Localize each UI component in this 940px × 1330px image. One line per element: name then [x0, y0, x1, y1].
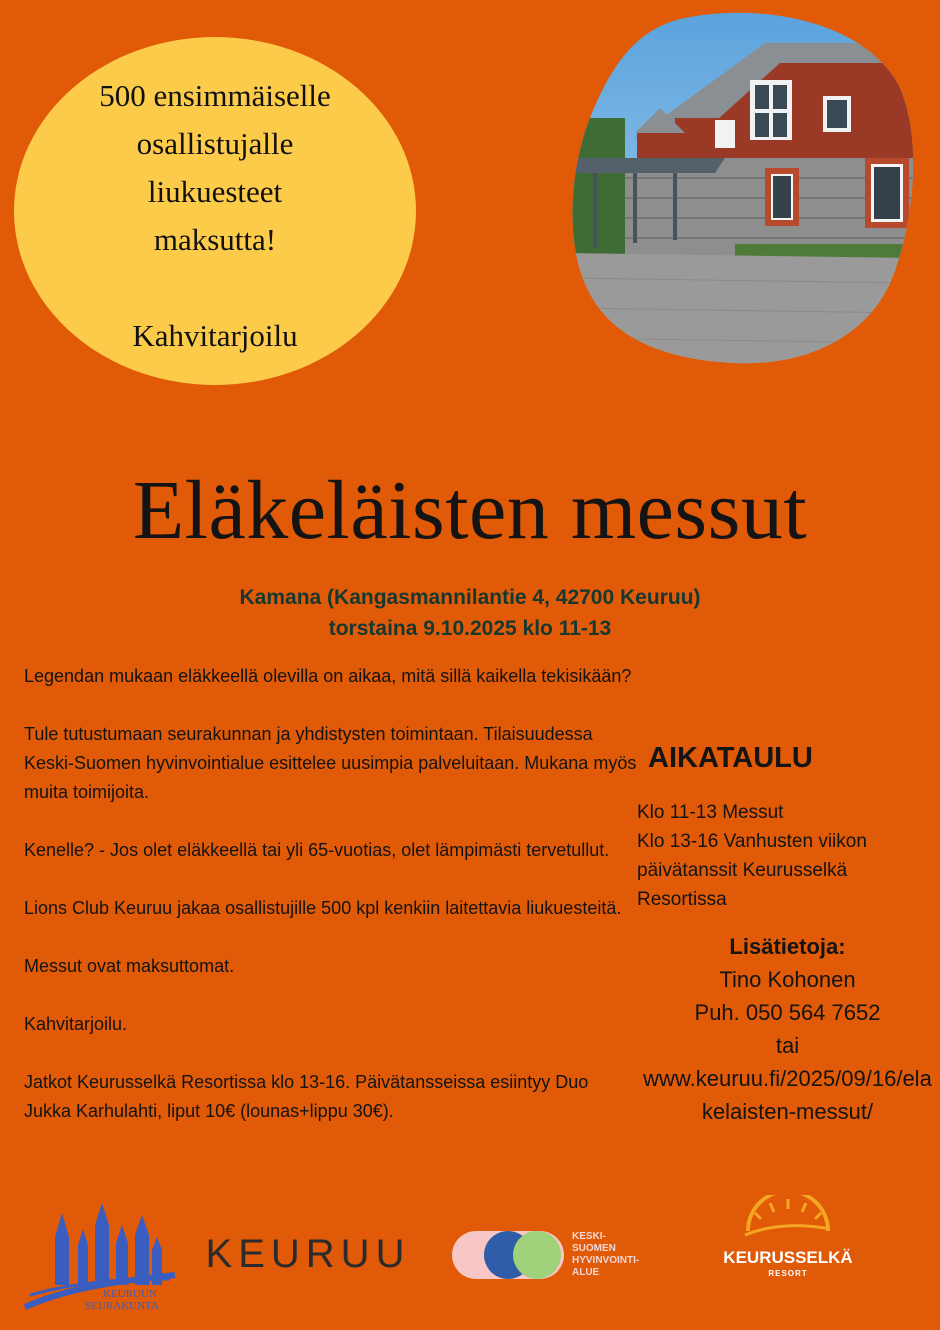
- contact-name: Tino Kohonen: [719, 967, 856, 992]
- paragraph-2: Tule tutustumaan seurakunnan ja yhdistysten toimintaan. Tilaisuudessa Keski-Suomen hyvinvointialue esittelee uusimpia palveluitaan. Mukana myös muita toimijoita.: [24, 724, 637, 802]
- seurakunta-text-2: SEURAKUNTA: [85, 1300, 159, 1312]
- promo-line-4: maksutta!: [153, 222, 277, 257]
- keurusselka-resort-logo: [723, 1195, 852, 1278]
- page-title: Eläkeläisten messut: [132, 464, 808, 557]
- description: [24, 662, 639, 1155]
- contact-or: tai: [775, 1033, 800, 1058]
- paragraph-4: Lions Club Keuruu jakaa osallistujille 500 kpl kenkiin laitettavia liukuesteitä.: [24, 898, 622, 918]
- promo-line-5: Kahvitarjoilu: [132, 318, 298, 353]
- contact-phone: Puh. 050 564 7652: [694, 1000, 881, 1025]
- keuruu-logo: KEURUU: [205, 1232, 411, 1276]
- hva-text-4: ALUE: [572, 1267, 600, 1278]
- hva-text-2: SUOMEN: [572, 1243, 616, 1254]
- paragraph-3: Kenelle? - Jos olet eläkkeellä tai yli 65-vuotias, olet lämpimästi tervetullut.: [24, 840, 610, 860]
- hyvinvointialue-logo: [452, 1231, 639, 1279]
- contact-label: Lisätietoja:: [729, 934, 846, 959]
- seurakunta-text-1: KEURUUN: [103, 1288, 157, 1300]
- building-photo: [565, 8, 915, 368]
- schedule-item-2: Klo 13-16 Vanhusten viikon päivätanssit Keurusselkä Resortissa: [637, 831, 867, 910]
- logos-row: [0, 1195, 940, 1325]
- schedule-title: AIKATAULU: [648, 742, 813, 774]
- promo-line-1: 500 ensimmäiselle: [99, 78, 331, 113]
- venue-address: Kamana (Kangasmannilantie 4, 42700 Keuruu): [239, 586, 701, 609]
- paragraph-5: Messut ovat maksuttomat.: [24, 956, 235, 976]
- hva-text-1: KESKI-: [572, 1231, 606, 1242]
- promo-line-3: liukuesteet: [147, 174, 283, 209]
- schedule-item-1: Klo 11-13 Messut: [637, 802, 784, 823]
- hva-text-3: HYVINVOINTI-: [572, 1255, 640, 1266]
- paragraph-7: Jatkot Keurusselkä Resortissa klo 13-16. Päivätansseissa esiintyy Duo Jukka Karhulahti, liput 10€ (lounas+lippu 30€).: [24, 1072, 589, 1121]
- keuruun-seurakunta-logo: [25, 1203, 175, 1312]
- event-date: torstaina 9.10.2025 klo 11-13: [328, 617, 612, 640]
- contact-info: [640, 930, 935, 1128]
- resort-sub: RESORT: [768, 1269, 808, 1278]
- promo-text: [40, 72, 390, 360]
- promo-line-2: osallistujalle: [136, 126, 294, 161]
- schedule-list: [637, 798, 927, 914]
- venue-block: [0, 582, 940, 644]
- paragraph-1: Legendan mukaan eläkkeellä olevilla on aikaa, mitä sillä kaikella tekisikään?: [24, 666, 632, 686]
- contact-url[interactable]: www.keuruu.fi/2025/09/16/elakelaisten-messut/: [643, 1066, 932, 1124]
- resort-name: KEURUSSELKÄ: [723, 1248, 853, 1267]
- paragraph-6: Kahvitarjoilu.: [24, 1014, 128, 1034]
